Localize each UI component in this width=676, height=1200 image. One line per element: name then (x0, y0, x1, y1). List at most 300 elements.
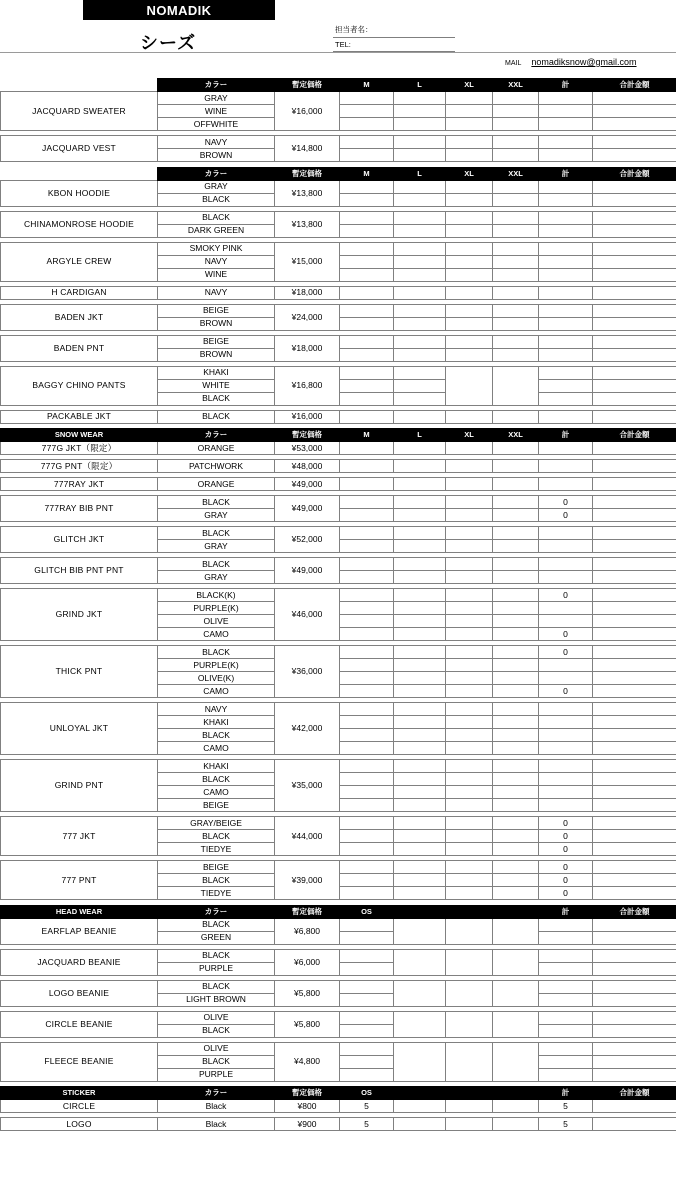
product-name-cell: GLITCH BIB PNT PNT (1, 558, 158, 584)
qty-xxl-cell[interactable] (493, 136, 539, 149)
sum-cell: 0 (539, 509, 593, 522)
qty-xxl-cell[interactable] (493, 242, 539, 255)
qty-os-cell[interactable] (340, 949, 394, 962)
qty-l-cell[interactable] (394, 571, 446, 584)
product-name-cell: 777G PNT（限定） (1, 460, 158, 473)
blackout-block (394, 1042, 446, 1081)
section-title: SNOW WEAR (1, 429, 158, 442)
qty-l-cell[interactable] (394, 540, 446, 553)
price-cell: ¥49,000 (275, 478, 340, 491)
sum-cell (539, 799, 593, 812)
qty-l-cell[interactable] (394, 509, 446, 522)
color-cell: BEIGE (158, 861, 275, 874)
qty-os-cell[interactable] (340, 1024, 394, 1037)
qty-xl-cell[interactable] (446, 527, 493, 540)
qty-xl-cell[interactable] (446, 685, 493, 698)
qty-l-cell[interactable] (394, 703, 446, 716)
qty-l-cell[interactable] (394, 366, 446, 379)
grand-total-cell (593, 193, 676, 206)
qty-m-cell[interactable] (340, 496, 394, 509)
qty-m-cell[interactable] (340, 92, 394, 105)
qty-m-cell[interactable] (340, 659, 394, 672)
qty-xl-cell[interactable] (446, 571, 493, 584)
qty-m-cell[interactable] (340, 716, 394, 729)
sum-cell (539, 615, 593, 628)
qty-l-cell[interactable] (394, 478, 446, 491)
qty-l-cell[interactable] (394, 628, 446, 641)
qty-m-cell[interactable] (340, 646, 394, 659)
qty-xl-cell[interactable] (446, 118, 493, 131)
qty-xl-cell[interactable] (446, 861, 493, 874)
col-header-xl: XL (446, 429, 493, 442)
qty-m-cell[interactable] (340, 887, 394, 900)
qty-xl-cell[interactable] (446, 255, 493, 268)
qty-l-cell[interactable] (394, 615, 446, 628)
qty-m-cell[interactable] (340, 211, 394, 224)
qty-m-cell[interactable] (340, 317, 394, 330)
qty-xl-cell[interactable] (446, 286, 493, 299)
qty-os-cell[interactable] (340, 993, 394, 1006)
qty-xxl-cell[interactable] (493, 442, 539, 455)
qty-l-cell[interactable] (394, 729, 446, 742)
color-cell: WINE (158, 105, 275, 118)
qty-m-cell[interactable] (340, 685, 394, 698)
qty-m-cell[interactable] (340, 335, 394, 348)
grand-total-cell (593, 949, 676, 962)
qty-xl-cell[interactable] (446, 478, 493, 491)
qty-xxl-cell[interactable] (493, 703, 539, 716)
grand-total-cell (593, 760, 676, 773)
qty-xl-cell[interactable] (446, 602, 493, 615)
sum-cell (539, 540, 593, 553)
qty-xxl-cell[interactable] (493, 509, 539, 522)
qty-xl-cell[interactable] (446, 509, 493, 522)
qty-xxl-cell[interactable] (493, 602, 539, 615)
color-cell: KHAKI (158, 716, 275, 729)
grand-total-cell (593, 602, 676, 615)
qty-xl-cell[interactable] (446, 304, 493, 317)
grand-total-cell (593, 874, 676, 887)
qty-xxl-cell[interactable] (493, 149, 539, 162)
qty-xxl-cell[interactable] (493, 843, 539, 856)
qty-os-cell[interactable] (340, 1068, 394, 1081)
grand-total-cell (593, 703, 676, 716)
qty-xl-cell[interactable] (446, 211, 493, 224)
qty-xl-cell[interactable] (446, 729, 493, 742)
qty-l-cell[interactable] (394, 646, 446, 659)
grand-total-cell (593, 962, 676, 975)
grand-total-cell (593, 1100, 676, 1113)
grand-total-cell (593, 646, 676, 659)
qty-xl-cell[interactable] (446, 843, 493, 856)
qty-m-cell[interactable] (340, 509, 394, 522)
qty-m-cell[interactable] (340, 255, 394, 268)
qty-os-cell[interactable] (340, 980, 394, 993)
qty-xl-cell[interactable] (446, 92, 493, 105)
qty-xxl-cell[interactable] (493, 92, 539, 105)
qty-l-cell[interactable] (394, 460, 446, 473)
person-in-charge-field[interactable]: 担当者名： (333, 24, 455, 38)
qty-m-cell[interactable] (340, 672, 394, 685)
table-row (1, 1118, 676, 1131)
qty-l-cell[interactable] (394, 496, 446, 509)
qty-xl-cell[interactable] (446, 540, 493, 553)
qty-l-cell[interactable] (394, 659, 446, 672)
qty-xl-cell[interactable] (446, 887, 493, 900)
qty-m-cell[interactable] (340, 193, 394, 206)
product-name-cell: GRIND PNT (1, 760, 158, 812)
qty-m-cell[interactable] (340, 843, 394, 856)
col-header-color: カラー (158, 905, 275, 918)
qty-os-cell[interactable] (340, 1011, 394, 1024)
qty-l-cell[interactable] (394, 685, 446, 698)
qty-l-cell[interactable] (394, 716, 446, 729)
qty-m-cell[interactable] (340, 268, 394, 281)
qty-xl-cell[interactable] (446, 180, 493, 193)
qty-m-cell[interactable] (340, 527, 394, 540)
qty-xl-cell[interactable] (446, 335, 493, 348)
qty-m-cell[interactable] (340, 817, 394, 830)
grand-total-cell (593, 918, 676, 931)
mail-address-link[interactable]: nomadiksnow@gmail.com (531, 57, 637, 67)
color-cell: NAVY (158, 255, 275, 268)
qty-l-cell[interactable] (394, 224, 446, 237)
qty-m-cell[interactable] (340, 304, 394, 317)
qty-m-cell[interactable] (340, 460, 394, 473)
sum-cell (539, 527, 593, 540)
qty-xxl-cell[interactable] (493, 410, 539, 423)
qty-xxl-cell[interactable] (493, 729, 539, 742)
qty-m-cell[interactable] (340, 348, 394, 361)
col-header-grand: 合計金額 (593, 167, 676, 180)
qty-m-cell[interactable] (340, 105, 394, 118)
qty-m-cell[interactable] (340, 149, 394, 162)
qty-os-cell[interactable] (340, 918, 394, 931)
qty-xl-cell[interactable] (446, 136, 493, 149)
qty-xl-cell[interactable] (446, 773, 493, 786)
color-cell: BLACK (158, 980, 275, 993)
qty-l-cell[interactable] (394, 392, 446, 405)
qty-xl-cell[interactable] (446, 589, 493, 602)
qty-l-cell[interactable] (394, 193, 446, 206)
qty-xl-cell[interactable] (446, 786, 493, 799)
qty-l-cell[interactable] (394, 672, 446, 685)
qty-l-cell[interactable] (394, 180, 446, 193)
price-cell: ¥48,000 (275, 460, 340, 473)
color-cell: GRAY (158, 509, 275, 522)
qty-xxl-cell[interactable] (493, 540, 539, 553)
qty-l-cell[interactable] (394, 304, 446, 317)
col-header-blank-2 (446, 905, 493, 918)
qty-xxl-cell[interactable] (493, 760, 539, 773)
qty-m-cell[interactable] (340, 571, 394, 584)
qty-l-cell[interactable] (394, 442, 446, 455)
section-header-row (1, 167, 676, 180)
blackout-block (493, 949, 539, 975)
qty-xxl-cell[interactable] (493, 716, 539, 729)
qty-xl-cell[interactable] (446, 442, 493, 455)
color-cell: KHAKI (158, 366, 275, 379)
qty-l-cell[interactable] (394, 786, 446, 799)
qty-m-cell[interactable] (340, 729, 394, 742)
qty-m-cell[interactable] (340, 379, 394, 392)
qty-os-cell[interactable] (340, 1042, 394, 1055)
qty-l-cell[interactable] (394, 149, 446, 162)
qty-xxl-cell[interactable] (493, 317, 539, 330)
qty-l-cell[interactable] (394, 742, 446, 755)
qty-xl-cell[interactable] (446, 830, 493, 843)
qty-xl-cell[interactable] (446, 348, 493, 361)
qty-m-cell[interactable] (340, 242, 394, 255)
qty-xl-cell[interactable] (446, 410, 493, 423)
color-cell: NAVY (158, 136, 275, 149)
qty-l-cell[interactable] (394, 602, 446, 615)
qty-xxl-cell[interactable] (493, 211, 539, 224)
grand-total-cell (593, 242, 676, 255)
qty-l-cell[interactable] (394, 92, 446, 105)
qty-xxl-cell[interactable] (493, 817, 539, 830)
qty-xl-cell[interactable] (446, 460, 493, 473)
qty-l-cell[interactable] (394, 773, 446, 786)
qty-xl-cell[interactable] (446, 817, 493, 830)
qty-m-cell[interactable] (340, 874, 394, 887)
qty-m-cell[interactable] (340, 366, 394, 379)
qty-xl-cell[interactable] (446, 268, 493, 281)
sum-cell (539, 716, 593, 729)
qty-l-cell[interactable] (394, 335, 446, 348)
grand-total-cell (593, 672, 676, 685)
qty-xl-cell[interactable] (446, 646, 493, 659)
qty-l-cell[interactable] (394, 286, 446, 299)
qty-xxl-cell[interactable] (493, 628, 539, 641)
qty-xxl-cell[interactable] (493, 646, 539, 659)
qty-xl-cell[interactable] (446, 149, 493, 162)
section-header-row (1, 429, 676, 442)
qty-xxl-cell[interactable] (493, 105, 539, 118)
product-name-cell: FLEECE BEANIE (1, 1042, 158, 1081)
qty-xl-cell[interactable] (446, 742, 493, 755)
grand-total-cell (593, 392, 676, 405)
qty-xxl-cell[interactable] (493, 527, 539, 540)
qty-m-cell[interactable] (340, 224, 394, 237)
qty-os-cell[interactable]: 5 (340, 1100, 394, 1113)
qty-m-cell[interactable] (340, 589, 394, 602)
qty-l-cell[interactable] (394, 136, 446, 149)
qty-m-cell[interactable] (340, 118, 394, 131)
qty-xxl-cell[interactable] (493, 887, 539, 900)
qty-xxl-cell[interactable] (493, 672, 539, 685)
product-name-cell: LOGO (1, 1118, 158, 1131)
qty-m-cell[interactable] (340, 442, 394, 455)
qty-os-cell[interactable] (340, 962, 394, 975)
qty-l-cell[interactable] (394, 211, 446, 224)
qty-xxl-cell[interactable] (493, 571, 539, 584)
col-header-price: 暫定価格 (275, 429, 340, 442)
qty-xl-cell[interactable] (446, 703, 493, 716)
qty-xxl-cell[interactable] (493, 861, 539, 874)
grand-total-cell (593, 317, 676, 330)
qty-m-cell[interactable] (340, 786, 394, 799)
qty-m-cell[interactable] (340, 540, 394, 553)
qty-xxl-cell[interactable] (493, 558, 539, 571)
qty-m-cell[interactable] (340, 392, 394, 405)
qty-xxl-cell[interactable] (493, 478, 539, 491)
qty-xl-cell[interactable] (446, 317, 493, 330)
qty-l-cell[interactable] (394, 268, 446, 281)
qty-l-cell[interactable] (394, 242, 446, 255)
color-cell: BLACK (158, 773, 275, 786)
qty-xl-cell[interactable] (446, 242, 493, 255)
qty-m-cell[interactable] (340, 742, 394, 755)
qty-xxl-cell[interactable] (493, 742, 539, 755)
qty-xl-cell[interactable] (446, 496, 493, 509)
price-cell: ¥800 (275, 1100, 340, 1113)
price-cell: ¥16,800 (275, 366, 340, 405)
blackout-block (446, 980, 493, 1006)
col-header-price: 暫定価格 (275, 1087, 340, 1100)
qty-l-cell[interactable] (394, 817, 446, 830)
qty-m-cell[interactable] (340, 180, 394, 193)
qty-l-cell[interactable] (394, 255, 446, 268)
qty-xxl-cell[interactable] (493, 118, 539, 131)
sum-cell: 0 (539, 817, 593, 830)
grand-total-cell (593, 478, 676, 491)
color-cell: BLACK(K) (158, 589, 275, 602)
qty-xxl-cell[interactable] (493, 304, 539, 317)
qty-m-cell[interactable] (340, 558, 394, 571)
product-name-cell: ARGYLE CREW (1, 242, 158, 281)
col-header-price: 暫定価格 (275, 905, 340, 918)
qty-xl-cell[interactable] (446, 672, 493, 685)
qty-xl-cell[interactable] (446, 615, 493, 628)
price-cell: ¥5,800 (275, 980, 340, 1006)
qty-xl-cell[interactable] (446, 628, 493, 641)
sum-cell (539, 211, 593, 224)
qty-l-cell[interactable] (394, 410, 446, 423)
product-name-cell: JACQUARD BEANIE (1, 949, 158, 975)
qty-l-cell[interactable] (394, 887, 446, 900)
qty-m-cell[interactable] (340, 830, 394, 843)
blackout-block (446, 918, 493, 944)
qty-xxl-cell[interactable] (493, 659, 539, 672)
qty-m-cell[interactable] (340, 799, 394, 812)
qty-m-cell[interactable] (340, 773, 394, 786)
blackout-block (394, 949, 446, 975)
qty-m-cell[interactable] (340, 628, 394, 641)
qty-l-cell[interactable] (394, 558, 446, 571)
qty-m-cell[interactable] (340, 478, 394, 491)
blackout-block (493, 918, 539, 944)
sum-cell (539, 136, 593, 149)
grand-total-cell (593, 304, 676, 317)
qty-l-cell[interactable] (394, 843, 446, 856)
qty-m-cell[interactable] (340, 703, 394, 716)
sum-cell (539, 118, 593, 131)
qty-xxl-cell[interactable] (493, 874, 539, 887)
price-cell: ¥24,000 (275, 304, 340, 330)
qty-l-cell[interactable] (394, 348, 446, 361)
qty-os-cell[interactable] (340, 1055, 394, 1068)
product-name-cell: JACQUARD VEST (1, 136, 158, 162)
qty-xxl-cell[interactable] (493, 268, 539, 281)
sum-cell (539, 286, 593, 299)
price-cell: ¥36,000 (275, 646, 340, 698)
qty-xxl-cell[interactable] (493, 193, 539, 206)
qty-m-cell[interactable] (340, 615, 394, 628)
col-header-price: 暫定価格 (275, 167, 340, 180)
qty-xl-cell[interactable] (446, 224, 493, 237)
qty-m-cell[interactable] (340, 136, 394, 149)
qty-xxl-cell[interactable] (493, 773, 539, 786)
qty-os-cell[interactable] (340, 931, 394, 944)
qty-xxl-cell[interactable] (493, 180, 539, 193)
grand-total-cell (593, 817, 676, 830)
qty-xxl-cell[interactable] (493, 224, 539, 237)
qty-xxl-cell[interactable] (493, 615, 539, 628)
qty-l-cell[interactable] (394, 589, 446, 602)
qty-m-cell[interactable] (340, 760, 394, 773)
qty-xxl-cell[interactable] (493, 286, 539, 299)
qty-xxl-cell[interactable] (493, 460, 539, 473)
qty-m-cell[interactable] (340, 602, 394, 615)
qty-l-cell[interactable] (394, 105, 446, 118)
qty-os-cell[interactable]: 5 (340, 1118, 394, 1131)
qty-l-cell[interactable] (394, 799, 446, 812)
tel-field[interactable]: TEL: (333, 38, 455, 52)
qty-l-cell[interactable] (394, 379, 446, 392)
qty-xxl-cell[interactable] (493, 799, 539, 812)
price-cell: ¥6,000 (275, 949, 340, 975)
product-name-cell: 777 JKT (1, 817, 158, 856)
grand-total-cell (593, 255, 676, 268)
table-row (1, 949, 676, 962)
qty-l-cell[interactable] (394, 830, 446, 843)
qty-m-cell[interactable] (340, 861, 394, 874)
qty-l-cell[interactable] (394, 861, 446, 874)
qty-xl-cell[interactable] (446, 105, 493, 118)
col-header-sum: 計 (539, 167, 593, 180)
qty-xl-cell[interactable] (446, 799, 493, 812)
qty-xxl-cell[interactable] (493, 348, 539, 361)
qty-xl-cell[interactable] (446, 874, 493, 887)
sum-cell (539, 1055, 593, 1068)
qty-xl-cell[interactable] (446, 716, 493, 729)
qty-l-cell[interactable] (394, 317, 446, 330)
qty-m-cell[interactable] (340, 410, 394, 423)
qty-xl-cell[interactable] (446, 659, 493, 672)
qty-xl-cell[interactable] (446, 558, 493, 571)
qty-xxl-cell[interactable] (493, 496, 539, 509)
qty-xl-cell[interactable] (446, 760, 493, 773)
grand-total-cell (593, 268, 676, 281)
qty-xxl-cell[interactable] (493, 786, 539, 799)
qty-l-cell[interactable] (394, 527, 446, 540)
qty-xl-cell[interactable] (446, 193, 493, 206)
grand-total-cell (593, 496, 676, 509)
qty-l-cell[interactable] (394, 874, 446, 887)
qty-l-cell[interactable] (394, 760, 446, 773)
qty-xxl-cell[interactable] (493, 255, 539, 268)
qty-xxl-cell[interactable] (493, 830, 539, 843)
qty-xxl-cell[interactable] (493, 589, 539, 602)
qty-l-cell[interactable] (394, 118, 446, 131)
qty-xxl-cell[interactable] (493, 335, 539, 348)
qty-m-cell[interactable] (340, 286, 394, 299)
section-title: HEAD WEAR (1, 905, 158, 918)
sum-cell: 0 (539, 496, 593, 509)
qty-xxl-cell[interactable] (493, 685, 539, 698)
sum-cell (539, 1011, 593, 1024)
